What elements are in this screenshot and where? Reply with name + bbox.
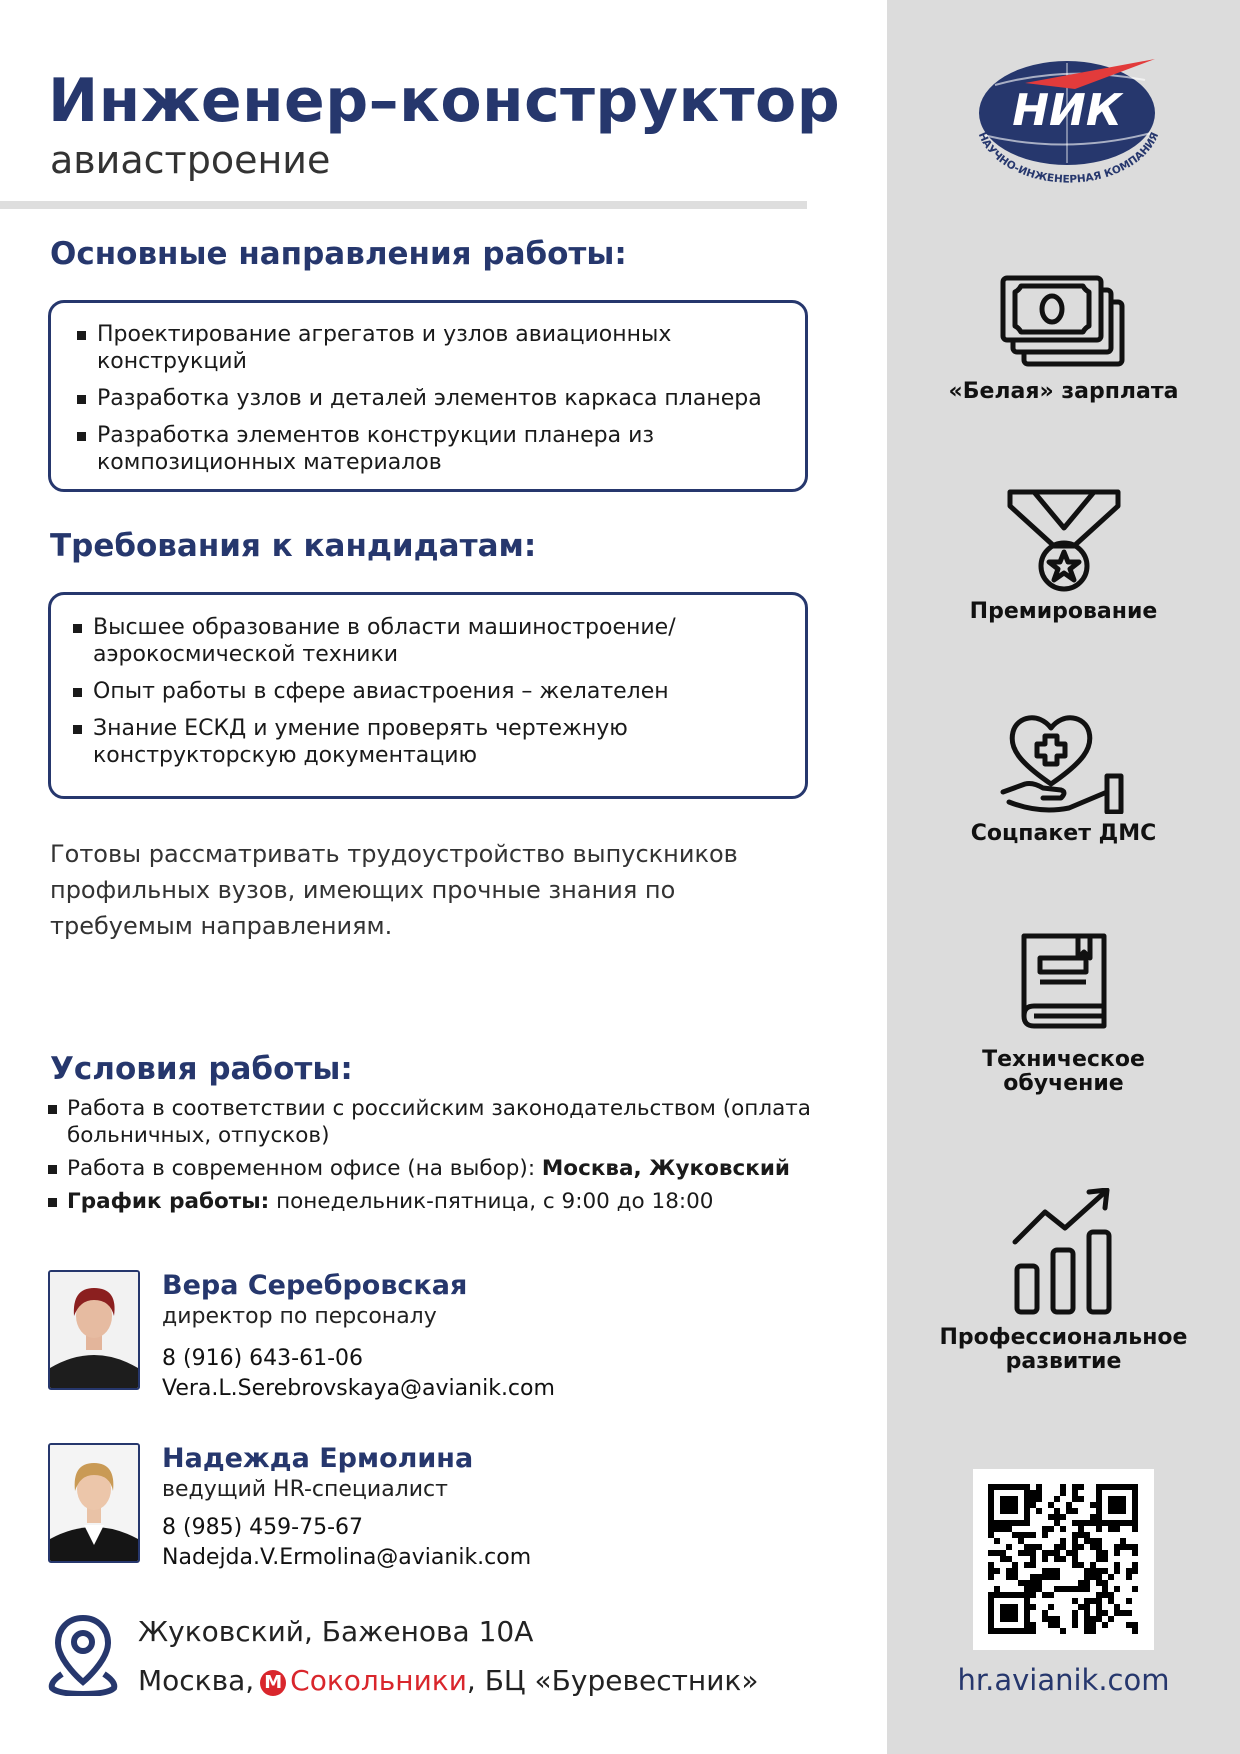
benefit-label: Профессиональное развитие (939, 1325, 1188, 1374)
page-subtitle: авиастроение (50, 138, 331, 182)
book-icon (1014, 930, 1114, 1040)
conditions-list (48, 1095, 828, 1221)
metro-station: Сокольники (290, 1664, 467, 1697)
contact-phone[interactable]: 8 (985) 459-75-67 (162, 1515, 363, 1540)
list-item: График работы: понедельник-пятница, с 9:00 до 18:00 (48, 1188, 828, 1215)
requirements-box (48, 592, 808, 799)
list-item: Высшее образование в области машиностроение/аэрокосмической техники (69, 614, 785, 668)
medal-icon (1004, 488, 1124, 592)
benefit-label: «Белая» зарплата (948, 379, 1179, 404)
metro-icon: М (260, 1670, 286, 1696)
list-item: Работа в соответствии с российским законодательством (оплата больничных, отпусков) (48, 1095, 828, 1149)
list-item: Знание ЕСКД и умение проверять чертежную конструкторскую документацию (69, 715, 785, 769)
benefit-bonus (887, 488, 1240, 624)
list-item: Разработка узлов и деталей элементов каркаса планера (73, 385, 785, 412)
growth-chart-icon (1009, 1188, 1119, 1318)
contact-phone[interactable]: 8 (916) 643-61-06 (162, 1346, 363, 1371)
conditions-heading: Условия работы: (50, 1051, 353, 1087)
address-line-moscow: Москва, М Сокольники, БЦ «Буревестник» (138, 1664, 759, 1697)
contact-card (48, 1443, 808, 1573)
svg-text:НИК: НИК (1012, 85, 1122, 136)
list-item: Проектирование агрегатов и узлов авиационных конструкций (73, 321, 785, 375)
header-divider (0, 201, 807, 209)
contact-name: Вера Серебровская (162, 1270, 468, 1301)
money-icon (999, 272, 1129, 372)
avatar (48, 1270, 140, 1390)
benefit-professional-growth (887, 1188, 1240, 1374)
avatar (48, 1443, 140, 1563)
benefit-white-salary (887, 272, 1240, 404)
directions-box (48, 300, 808, 492)
company-logo (955, 55, 1180, 195)
list-item: Опыт работы в сфере авиастроения – желателен (69, 678, 785, 705)
contact-role: директор по персоналу (162, 1304, 437, 1329)
directions-heading: Основные направления работы: (50, 236, 627, 272)
directions-list (73, 321, 785, 476)
contact-role: ведущий HR-специалист (162, 1477, 448, 1502)
svg-text:НАУЧНО-ИНЖЕНЕРНАЯ КОМПАНИЯ: НАУЧНО-ИНЖЕНЕРНАЯ КОМПАНИЯ (975, 130, 1162, 186)
health-insurance-icon (999, 710, 1129, 814)
benefit-label: Техническое обучение (982, 1047, 1145, 1096)
contact-name: Надежда Ермолина (162, 1443, 474, 1474)
benefit-label: Соцпакет ДМС (970, 821, 1157, 846)
benefit-label: Премирование (969, 599, 1158, 624)
address-line-zhukovsky: Жуковский, Баженова 10А (138, 1615, 534, 1648)
list-item: Разработка элементов конструкции планера из композиционных материалов (73, 422, 785, 476)
list-item: Работа в современном офисе (на выбор): Москва, Жуковский (48, 1155, 828, 1182)
requirements-heading: Требования к кандидатам: (50, 528, 537, 564)
benefit-technical-training (887, 930, 1240, 1096)
contact-email[interactable]: Vera.L.Serebrovskaya@avianik.com (162, 1376, 555, 1401)
location-pin-icon (48, 1612, 118, 1696)
website-link[interactable]: hr.avianik.com (957, 1663, 1170, 1697)
page-title: Инженер–конструктор (48, 66, 841, 136)
contact-card (48, 1270, 808, 1400)
qr-code[interactable] (973, 1469, 1154, 1650)
contact-email[interactable]: Nadejda.V.Ermolina@avianik.com (162, 1545, 532, 1570)
requirements-list (69, 614, 785, 769)
benefit-health-insurance (887, 710, 1240, 846)
graduates-paragraph: Готовы рассматривать трудоустройство выпускников профильных вузов, имеющих прочные знания по требуемым направлениям. (50, 840, 738, 940)
